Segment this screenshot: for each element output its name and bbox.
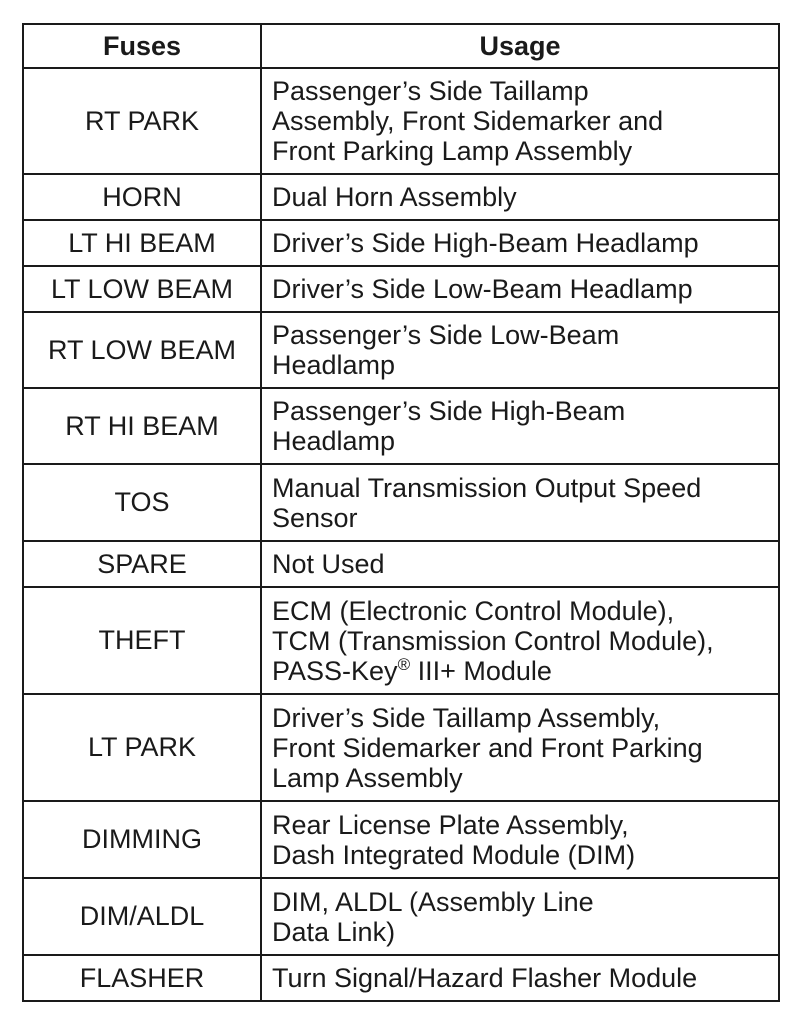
fuse-name-cell: LT LOW BEAM: [23, 266, 261, 312]
usage-text-line: Passenger’s Side High-Beam: [272, 396, 626, 426]
table-row: [23, 174, 779, 220]
table-row: [23, 266, 779, 312]
usage-text-line: Driver’s Side Taillamp Assembly,: [272, 702, 661, 733]
usage-text-line: Dual Horn Assembly: [272, 182, 517, 212]
fuse-usage-cell: [261, 878, 779, 955]
table-row: [23, 464, 779, 541]
fuse-name-cell: THEFT: [23, 587, 261, 694]
fuse-name-cell: DIM/ALDL: [23, 878, 261, 955]
usage-text-line: Headlamp: [272, 350, 396, 380]
fuse-name-cell: RT HI BEAM: [23, 388, 261, 464]
usage-text-line: Sensor: [272, 502, 358, 533]
usage-text-segment: III+ Module: [410, 655, 552, 686]
fuse-name-cell: LT PARK: [23, 694, 261, 801]
table-row: [23, 388, 779, 464]
usage-text-line: Manual Transmission Output Speed: [272, 472, 702, 503]
fuse-usage-cell: [261, 174, 779, 220]
fuse-usage-table: [22, 23, 780, 1002]
usage-text-line: DIM, ALDL (Assembly Line: [272, 886, 594, 917]
fuse-table-body: [23, 68, 779, 1001]
fuse-usage-cell: [261, 541, 779, 587]
registered-mark: ®: [397, 654, 411, 674]
usage-text-line: ECM (Electronic Control Module),: [272, 595, 675, 626]
table-row: [23, 801, 779, 878]
table-row: [23, 541, 779, 587]
fuse-usage-cell: [261, 955, 779, 1001]
fuse-usage-cell: [261, 312, 779, 388]
table-row: [23, 955, 779, 1001]
table-row: [23, 694, 779, 801]
usage-text-line: Front Sidemarker and Front Parking: [272, 732, 703, 763]
table-row: [23, 878, 779, 955]
usage-text-line: Turn Signal/Hazard Flasher Module: [272, 963, 698, 993]
usage-text-line: Passenger’s Side Low-Beam: [272, 320, 620, 350]
usage-text-line: TCM (Transmission Control Module),: [272, 625, 714, 656]
fuse-usage-cell: [261, 266, 779, 312]
usage-text-line: Data Link): [272, 916, 396, 947]
fuse-name-cell: RT LOW BEAM: [23, 312, 261, 388]
fuse-name-cell: DIMMING: [23, 801, 261, 878]
usage-text-line: Dash Integrated Module (DIM): [272, 839, 636, 870]
table-row: [23, 312, 779, 388]
table-row: [23, 220, 779, 266]
fuse-usage-cell: [261, 68, 779, 174]
fuses-column-header: Fuses: [23, 24, 261, 68]
fuse-name-cell: FLASHER: [23, 955, 261, 1001]
fuse-usage-cell: [261, 388, 779, 464]
usage-text-segment: PASS-Key: [272, 655, 398, 686]
table-row: [23, 587, 779, 694]
fuse-name-cell: SPARE: [23, 541, 261, 587]
fuse-name-cell: RT PARK: [23, 68, 261, 174]
usage-text-line: Assembly, Front Sidemarker and: [272, 106, 664, 136]
usage-text-line: Headlamp: [272, 426, 396, 456]
usage-text-line: Driver’s Side High-Beam Headlamp: [272, 228, 699, 258]
usage-text-line: Lamp Assembly: [272, 762, 463, 793]
usage-text-line: Not Used: [272, 549, 385, 579]
table-header-row: [23, 24, 779, 68]
usage-text-line: [272, 656, 774, 686]
fuse-name-cell: LT HI BEAM: [23, 220, 261, 266]
fuse-name-cell: TOS: [23, 464, 261, 541]
fuse-name-cell: HORN: [23, 174, 261, 220]
fuse-usage-cell: [261, 464, 779, 541]
usage-text-line: Driver’s Side Low-Beam Headlamp: [272, 274, 693, 304]
fuse-usage-cell: [261, 694, 779, 801]
fuse-usage-cell: [261, 220, 779, 266]
usage-text-line: Passenger’s Side Taillamp: [272, 76, 589, 106]
usage-text-line: Front Parking Lamp Assembly: [272, 136, 633, 166]
usage-column-header: Usage: [261, 24, 779, 68]
usage-text-line: Rear License Plate Assembly,: [272, 809, 629, 840]
table-row: [23, 68, 779, 174]
fuse-usage-cell: [261, 801, 779, 878]
fuse-usage-cell: [261, 587, 779, 694]
